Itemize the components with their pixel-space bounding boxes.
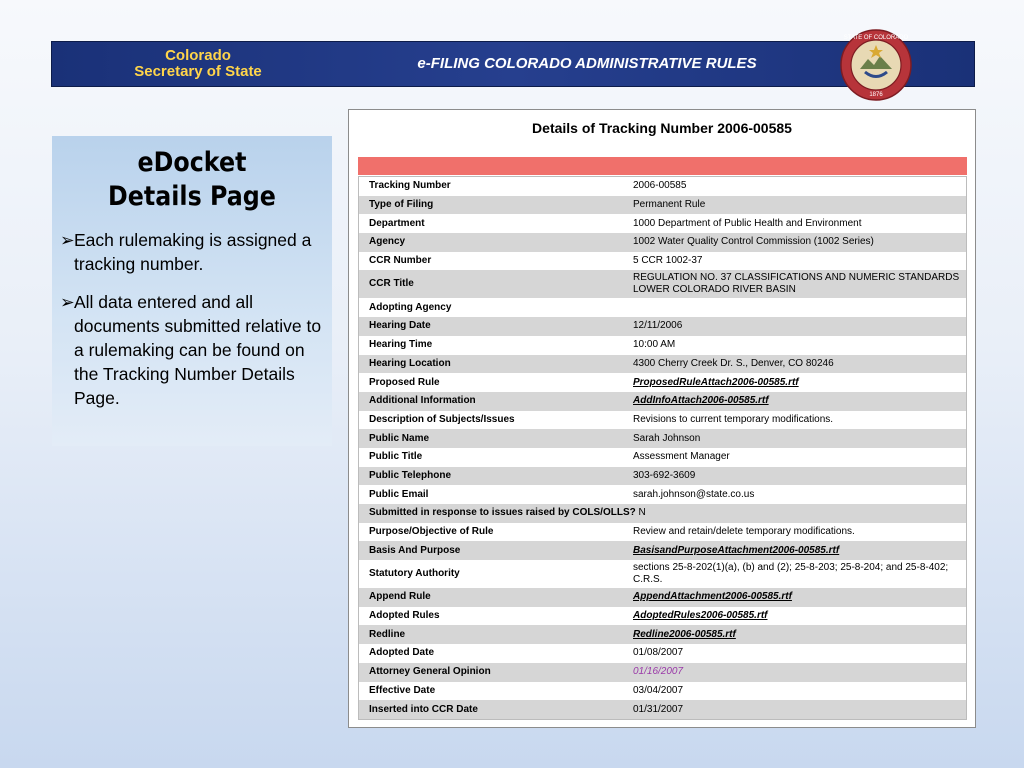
row-value: 1000 Department of Public Health and Environment bbox=[623, 214, 967, 233]
row-value: 303-692-3609 bbox=[623, 467, 967, 486]
row-value bbox=[623, 607, 967, 626]
table-row bbox=[359, 541, 967, 560]
row-label-wide bbox=[359, 504, 967, 523]
row-value bbox=[623, 625, 967, 644]
row-value: Revisions to current temporary modifications. bbox=[623, 411, 967, 430]
row-label: Statutory Authority bbox=[359, 560, 624, 588]
header-banner bbox=[51, 41, 975, 87]
row-value: 10:00 AM bbox=[623, 336, 967, 355]
row-value: Sarah Johnson bbox=[623, 429, 967, 448]
panel-title-line2: Details Page bbox=[108, 181, 276, 212]
proposed-rule-link[interactable]: ProposedRuleAttach2006-00585.rtf bbox=[633, 376, 799, 388]
table-row bbox=[359, 196, 967, 215]
row-label: Agency bbox=[359, 233, 624, 252]
additional-info-link[interactable]: AddInfoAttach2006-00585.rtf bbox=[633, 395, 769, 407]
table-row bbox=[359, 298, 967, 317]
info-panel bbox=[52, 136, 332, 446]
table-row bbox=[359, 560, 967, 588]
row-label: Hearing Date bbox=[359, 317, 624, 336]
row-label: Proposed Rule bbox=[359, 373, 624, 392]
row-value: Assessment Manager bbox=[623, 448, 967, 467]
row-label: Public Name bbox=[359, 429, 624, 448]
attorney-opinion-date: 01/16/2007 bbox=[633, 666, 684, 678]
table-row bbox=[359, 467, 967, 486]
row-label: Type of Filing bbox=[359, 196, 624, 215]
row-value: 03/04/2007 bbox=[623, 682, 967, 701]
org-name bbox=[118, 48, 278, 80]
table-row bbox=[359, 214, 967, 233]
row-value: 4300 Cherry Creek Dr. S., Denver, CO 80246 bbox=[623, 355, 967, 374]
table-row bbox=[359, 700, 967, 719]
table-row bbox=[359, 252, 967, 271]
table-row bbox=[359, 177, 967, 196]
row-label: Append Rule bbox=[359, 588, 624, 607]
table-row bbox=[359, 355, 967, 374]
row-value: 12/11/2006 bbox=[623, 317, 967, 336]
row-value bbox=[623, 588, 967, 607]
panel-title bbox=[69, 146, 315, 214]
row-value bbox=[623, 373, 967, 392]
org-name-line1: Colorado bbox=[165, 47, 231, 64]
details-document bbox=[348, 109, 976, 728]
arrow-bullet-icon: ➢ bbox=[60, 230, 75, 250]
table-row bbox=[359, 644, 967, 663]
table-row bbox=[359, 392, 967, 411]
row-label: Purpose/Objective of Rule bbox=[359, 523, 624, 542]
details-table bbox=[358, 176, 967, 720]
table-row bbox=[359, 607, 967, 626]
details-heading: Details of Tracking Number 2006-00585 bbox=[532, 120, 792, 136]
row-label: Additional Information bbox=[359, 392, 624, 411]
row-label: Tracking Number bbox=[359, 177, 624, 196]
row-value bbox=[623, 298, 967, 317]
row-label: CCR Title bbox=[359, 270, 624, 298]
seal-text-top: STATE OF COLORADO bbox=[843, 35, 909, 41]
row-label: Hearing Time bbox=[359, 336, 624, 355]
row-value: N bbox=[638, 507, 646, 519]
table-row bbox=[359, 485, 967, 504]
row-label: Adopted Rules bbox=[359, 607, 624, 626]
row-value bbox=[623, 541, 967, 560]
table-row bbox=[359, 682, 967, 701]
row-label: Hearing Location bbox=[359, 355, 624, 374]
table-row bbox=[359, 429, 967, 448]
append-rule-link[interactable]: AppendAttachment2006-00585.rtf bbox=[633, 591, 792, 603]
arrow-bullet-icon: ➢ bbox=[60, 292, 75, 312]
row-label: Adopting Agency bbox=[359, 298, 624, 317]
panel-title-line1: eDocket bbox=[137, 147, 247, 178]
row-label: Public Email bbox=[359, 485, 624, 504]
table-row bbox=[359, 336, 967, 355]
bullet-item bbox=[52, 228, 332, 276]
adopted-rules-link[interactable]: AdoptedRules2006-00585.rtf bbox=[633, 610, 768, 622]
row-label: Redline bbox=[359, 625, 624, 644]
row-label: Adopted Date bbox=[359, 644, 624, 663]
bullet-text: Each rulemaking is assigned a tracking number. bbox=[74, 230, 312, 274]
row-label: Effective Date bbox=[359, 682, 624, 701]
row-value: sections 25-8-202(1)(a), (b) and (2); 25-8-203; 25-8-204; and 25-8-402; C.R.S. bbox=[623, 560, 967, 588]
row-label: CCR Number bbox=[359, 252, 624, 271]
table-row bbox=[359, 411, 967, 430]
table-row bbox=[359, 588, 967, 607]
row-value: Review and retain/delete temporary modifications. bbox=[623, 523, 967, 542]
row-value bbox=[623, 663, 967, 682]
row-value: sarah.johnson@state.co.us bbox=[623, 485, 967, 504]
row-value: 1002 Water Quality Control Commission (1002 Series) bbox=[623, 233, 967, 252]
table-row bbox=[359, 663, 967, 682]
table-row bbox=[359, 523, 967, 542]
row-value: Permanent Rule bbox=[623, 196, 967, 215]
table-row bbox=[359, 270, 967, 298]
state-seal-icon bbox=[840, 29, 912, 101]
row-label: Public Title bbox=[359, 448, 624, 467]
table-row bbox=[359, 625, 967, 644]
row-value: 01/08/2007 bbox=[623, 644, 967, 663]
row-value: 01/31/2007 bbox=[623, 700, 967, 719]
table-row bbox=[359, 504, 967, 523]
row-label: Inserted into CCR Date bbox=[359, 700, 624, 719]
basis-purpose-link[interactable]: BasisandPurposeAttachment2006-00585.rtf bbox=[633, 544, 840, 556]
row-label: Public Telephone bbox=[359, 467, 624, 486]
table-row bbox=[359, 233, 967, 252]
row-label: Attorney General Opinion bbox=[359, 663, 624, 682]
redline-link[interactable]: Redline2006-00585.rtf bbox=[633, 628, 736, 640]
app-title: e-FILING COLORADO ADMINISTRATIVE RULES bbox=[417, 55, 757, 72]
row-label: Department bbox=[359, 214, 624, 233]
seal-year: 1876 bbox=[869, 92, 883, 98]
row-value bbox=[623, 392, 967, 411]
row-value: 5 CCR 1002-37 bbox=[623, 252, 967, 271]
org-name-line2: Secretary of State bbox=[134, 63, 262, 80]
row-value: 2006-00585 bbox=[623, 177, 967, 196]
table-row bbox=[359, 317, 967, 336]
row-label: Submitted in response to issues raised by COLS/OLLS? bbox=[369, 507, 636, 519]
row-label: Description of Subjects/Issues bbox=[359, 411, 624, 430]
table-row bbox=[359, 373, 967, 392]
row-value: REGULATION NO. 37 CLASSIFICATIONS AND NUMERIC STANDARDS LOWER COLORADO RIVER BASIN bbox=[623, 270, 967, 298]
row-label: Basis And Purpose bbox=[359, 541, 624, 560]
bullet-item bbox=[52, 290, 332, 410]
bullet-text: All data entered and all documents submitted relative to a rulemaking can be found on the Tracking Number Details Page. bbox=[74, 292, 322, 408]
details-header-bar bbox=[358, 157, 967, 175]
table-row bbox=[359, 448, 967, 467]
